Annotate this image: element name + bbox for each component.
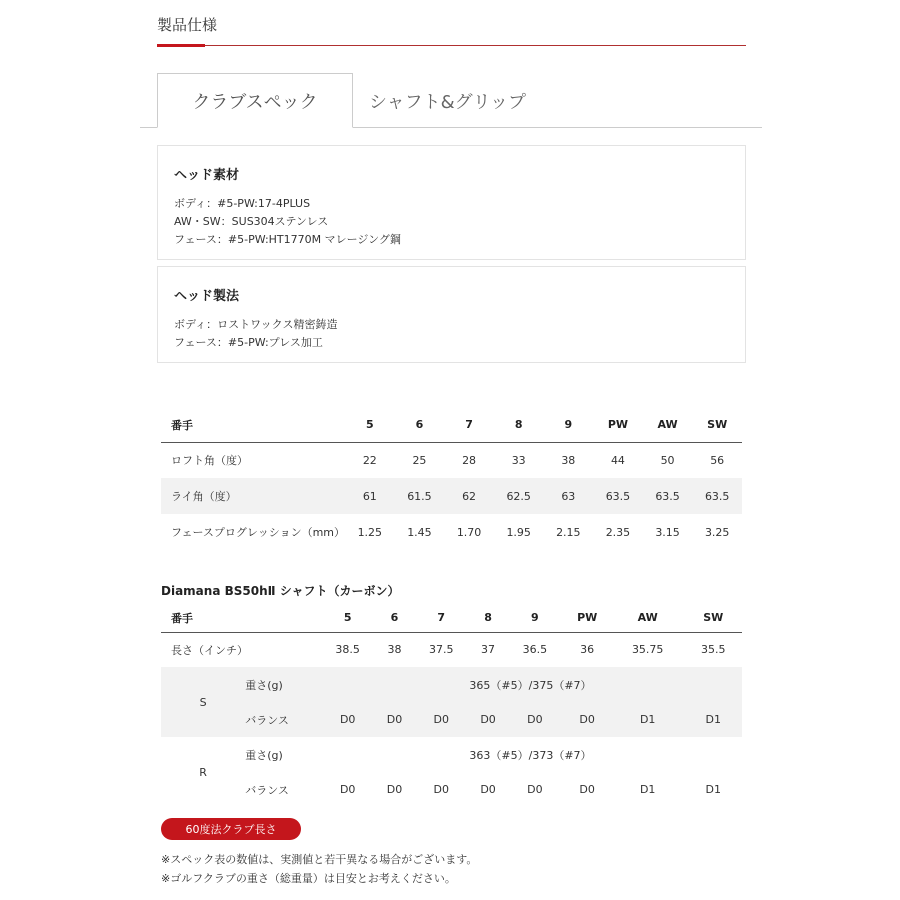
header-cell: 6 (395, 408, 445, 442)
note-text: ※スペック表の数値は、実測値と若干異なる場合がございます。 (161, 853, 478, 866)
cell: 61 (345, 478, 395, 514)
cell: D0 (579, 783, 595, 796)
cell: D0 (339, 783, 356, 796)
table-row (161, 667, 742, 702)
table-row (161, 478, 742, 514)
cell: 37.5 (429, 643, 454, 657)
cell: 35.75 (631, 643, 664, 657)
cell: D0 (386, 783, 403, 796)
cell: D0 (376, 702, 412, 737)
cell: D0 (480, 783, 496, 796)
cell: 28 (462, 453, 477, 467)
cell: D0 (527, 783, 543, 796)
cell: 63.5 (643, 478, 693, 514)
head-method-line: フェース：#5-PW:プレス加工 (174, 336, 323, 349)
cell: 2.15 (556, 525, 581, 539)
cell: D0 (470, 702, 506, 737)
tab-club-spec[interactable]: クラブスペック (157, 73, 353, 128)
cell: 1.45 (407, 525, 432, 539)
cell: 365（#5）/375（#7） (319, 667, 742, 702)
cell: 63.5 (593, 478, 643, 514)
tab-shaft-grip[interactable]: シャフト&グリップ (369, 91, 526, 113)
header-cell: 5 (319, 604, 376, 632)
cell: 363（#5）/373（#7） (469, 748, 592, 762)
flex-label: R (199, 765, 207, 779)
head-material-line: AW・SW：SUS304ステンレス (174, 215, 329, 228)
cell: 36.5 (522, 643, 548, 657)
header-cell: SW (692, 408, 742, 442)
section-divider-accent (157, 44, 205, 47)
cell: 44 (610, 453, 625, 467)
cell: 63 (544, 478, 594, 514)
cell: D0 (413, 702, 470, 737)
row-label: フェースプログレッション（mm） (171, 526, 345, 539)
head-material-line: フェース：#5-PW:HT1770M マレージング鋼 (174, 233, 401, 246)
shaft-spec-table (161, 604, 742, 807)
cell: 36 (580, 643, 595, 657)
table-row (161, 702, 742, 737)
cell: 33 (511, 453, 526, 467)
header-cell: 6 (376, 604, 412, 632)
head-material-line: ボディ：#5-PW:17-4PLUS (174, 197, 311, 210)
row-label: ロフト角（度） (171, 454, 248, 468)
header-cell: 7 (413, 604, 470, 632)
cell: 25 (412, 453, 427, 467)
cell: 35.5 (701, 643, 726, 657)
cell: 63.5 (692, 478, 742, 514)
cell: D0 (433, 783, 449, 796)
header-cell: PW (564, 604, 611, 632)
header-cell: SW (685, 604, 742, 632)
cell: D1 (611, 702, 685, 737)
cell: 38 (561, 453, 576, 467)
header-cell: 番手 (161, 408, 345, 442)
cell: 2.35 (605, 525, 631, 539)
row-label: 重さ(g) (245, 667, 319, 702)
header-cell: 8 (470, 604, 506, 632)
row-label: 重さ(g) (245, 748, 283, 762)
cell: 22 (362, 453, 377, 467)
header-cell: 8 (494, 408, 544, 442)
head-method-card (157, 266, 746, 363)
shaft-title: Diamana BS50hⅡ シャフト（カーボン） (161, 584, 400, 598)
table-row (161, 772, 742, 807)
cell: 1.70 (456, 525, 482, 539)
flex-label: S (161, 667, 245, 737)
table-row (161, 737, 742, 772)
shaft-header-row (161, 604, 742, 632)
row-label: ライ角（度） (161, 478, 345, 514)
club-spec-table (161, 408, 742, 550)
cell: D0 (564, 702, 611, 737)
table-row (161, 514, 742, 550)
section-title: 製品仕様 (157, 16, 218, 34)
row-label: バランス (245, 702, 319, 737)
header-cell: PW (593, 408, 643, 442)
head-material-card (157, 145, 746, 260)
cell: D1 (639, 783, 656, 796)
section-divider (157, 45, 746, 46)
cell: 38.5 (335, 643, 360, 657)
header-cell: AW (611, 604, 685, 632)
table-row (161, 442, 742, 478)
head-method-title: ヘッド製法 (174, 289, 240, 304)
cell: D0 (506, 702, 563, 737)
cell: 37 (481, 643, 496, 657)
table-row (161, 632, 742, 667)
cell: 50 (660, 453, 675, 467)
header-cell: 9 (544, 408, 594, 442)
row-label: バランス (245, 783, 289, 797)
cell: D1 (705, 783, 722, 796)
head-material-title: ヘッド素材 (174, 168, 240, 183)
cell: 62.5 (494, 478, 544, 514)
row-label: 長さ（インチ） (171, 643, 248, 657)
cell: 1.25 (357, 525, 383, 539)
header-cell: 5 (345, 408, 395, 442)
cell: 38 (387, 643, 402, 657)
cell: 1.95 (506, 525, 531, 539)
header-cell: 番手 (161, 604, 319, 632)
cell: 3.25 (704, 525, 730, 539)
cell: 62 (444, 478, 494, 514)
club-length-button[interactable]: 60度法クラブ長さ (161, 818, 301, 840)
cell: 61.5 (395, 478, 445, 514)
header-cell: 7 (444, 408, 494, 442)
cell: D1 (685, 702, 742, 737)
head-method-line: ボディ：ロストワックス精密鋳造 (174, 318, 338, 331)
note-text: ※ゴルフクラブの重さ（総重量）は目安とお考えください。 (161, 872, 456, 885)
cell: 56 (710, 453, 725, 467)
cell: D0 (319, 702, 376, 737)
header-cell: 9 (506, 604, 563, 632)
spec-header-row (161, 408, 742, 442)
cell: 3.15 (655, 525, 680, 539)
header-cell: AW (643, 408, 693, 442)
